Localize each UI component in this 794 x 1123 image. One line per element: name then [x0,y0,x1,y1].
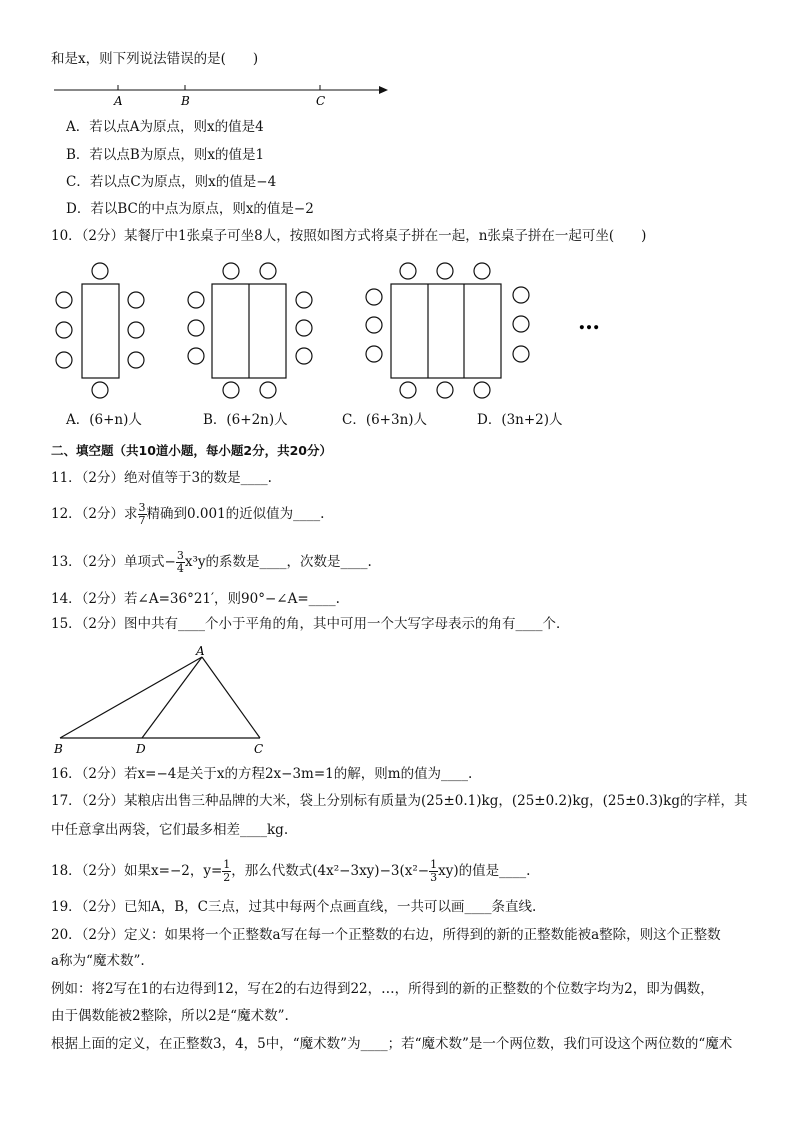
number-line [50,80,395,110]
q16-text: 16．（2分）若x=−4是关于x的方程2x−3m=1的解，则m的值为____. [51,766,473,782]
q19-text: 19．（2分）已知A，B，C三点，过其中每两个点画直线，一共可以画____条直线. [51,899,537,915]
q18-pre: 18．（2分）如果x=−2，y= [51,863,223,879]
q13-pre: 13．（2分）单项式− [51,554,176,570]
fraction-1-2: $\frac{1}{2}$ [223,858,231,884]
q11-text: 11．（2分）绝对值等于3的数是____. [51,470,272,486]
q20-line4: 由于偶数能被2整除，所以2是“魔术数”. [51,1008,289,1024]
fraction-3-7: $\frac{3}{7}$ [138,501,146,527]
q13-post: x³y的系数是____，次数是____. [184,554,372,570]
q9-option-b: B．若以点B为原点，则x的值是1 [66,147,265,163]
vertex-label-c: C [254,742,264,756]
point-label-b: B [181,94,190,108]
triangle-figure [50,640,280,758]
q13-text [51,550,372,575]
q15-text: 15．（2分）图中共有____个小于平角的角，其中可用一个大写字母表示的角有____个． [51,616,570,632]
q20-line3: 例如：将2写在1的右边得到12，写在2的右边得到22，…，所得到的新的正整数的个位数字均为2，即为偶数， [51,981,714,997]
fraction-3-4: $\frac{3}{4}$ [176,549,184,575]
q9-option-d: D．若以BC的中点为原点，则x的值是−2 [66,201,314,217]
q10-option-a: A．(6+n)人 [66,412,142,428]
q20-line5: 根据上面的定义，在正整数3，4，5中，“魔术数”为____；若“魔术数”是一个两位数，我们可设这个两位数的“魔术 [51,1036,733,1052]
q20-line1: 20．（2分）定义：如果将一个正整数a写在每一个正整数的右边，所得到的新的正整数能被a整除，则这个正整数 [51,927,721,943]
ellipsis: … [578,309,600,335]
q12-text [51,502,324,527]
q9-option-a: A．若以点A为原点，则x的值是4 [66,119,264,135]
vertex-label-d: D [136,742,146,756]
q18-post: xy)的值是____. [438,863,531,879]
fraction-1-3: $\frac{1}{3}$ [430,858,438,884]
vertex-label-b: B [54,742,63,756]
q17-line2: 中任意拿出两袋，它们最多相差____kg. [51,822,289,838]
section-title: 二、填空题（共10道小题，每小题2分，共20分） [51,443,332,458]
q10-option-c: C．(6+3n)人 [342,412,428,428]
q12-post: 精确到0.001的近似值为____. [146,506,325,522]
q14-text: 14．（2分）若∠A=36°21′，则90°−∠A=____. [51,591,340,607]
point-label-a: A [114,94,123,108]
point-label-c: C [316,94,326,108]
q18-mid: ，那么代数式(4x²−3xy)−3(x²− [231,863,430,879]
vertex-label-a: A [196,644,205,658]
q12-pre: 12．（2分）求 [51,506,138,522]
q10-option-b: B．(6+2n)人 [203,412,288,428]
q17-line1: 17．（2分）某粮店出售三种品牌的大米，袋上分别标有质量为(25±0.1)kg，(25±0.2)kg，(25±0.3)kg的字样，其 [51,793,748,809]
q9-option-c: C．若以点C为原点，则x的值是−4 [66,174,277,190]
arrow-right-icon [379,86,388,94]
q10-stem: 10．（2分）某餐厅中1张桌子可坐8人，按照如图方式将桌子拼在一起，n张桌子拼在一起可坐( ) [51,228,647,244]
tables-figure [40,255,630,405]
q10-option-d: D．(3n+2)人 [477,412,563,428]
q9-stem-tail: 和是x，则下列说法错误的是( ) [51,51,259,67]
q18-text [51,859,530,884]
q20-line2: a称为“魔术数”. [51,953,145,969]
